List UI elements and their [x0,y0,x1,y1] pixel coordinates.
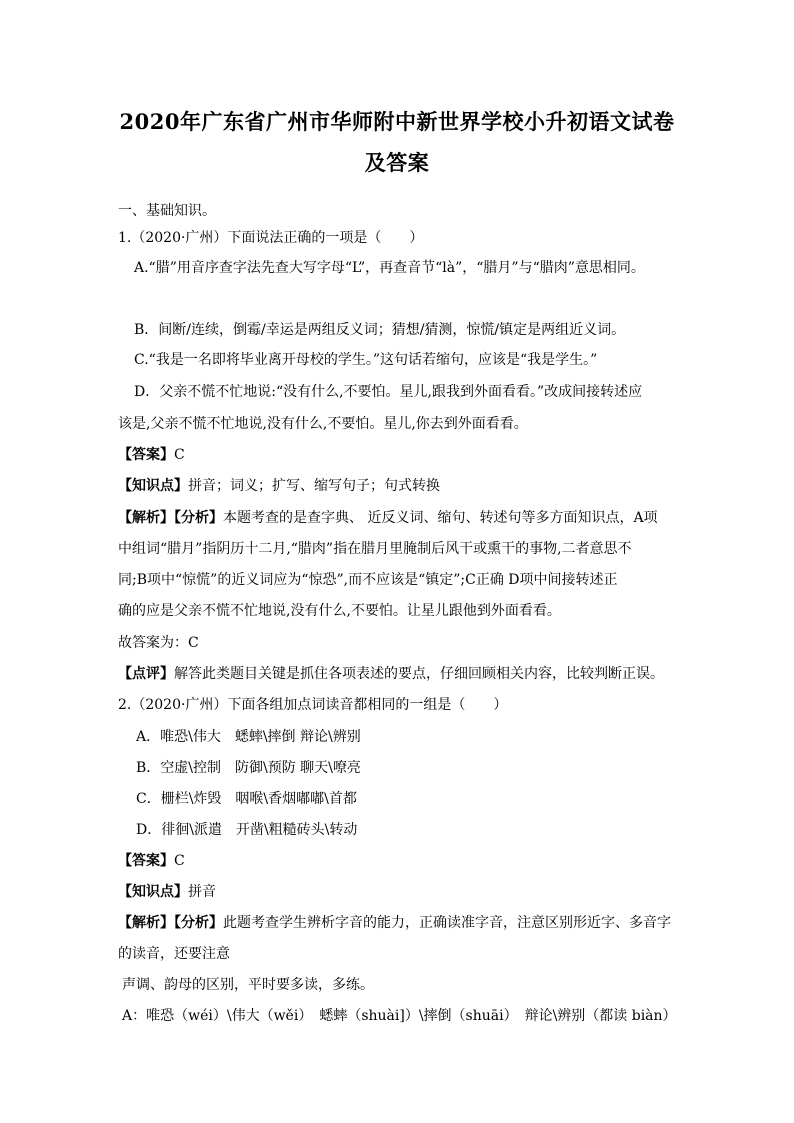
knowledge-point-label: 【知识点】 [118,478,188,494]
question-2-analysis-line-4: A：唯恐（wéi）\伟大（wěi） 蟋蟀（shuài]）\摔倒（shuāi） 辩论\辨别（都读 biàn） [122,1008,677,1024]
question-1-analysis-line-1 [118,508,688,528]
analysis-text: 本题考查的是查字典、 近反义词、缩句、转述句等多方面知识点，A项 [223,510,658,526]
answer-value: C [174,853,185,869]
question-1-option-c: C.“我是一名即将毕业离开母校的学生。”这句话若缩句，应该是“我是学生。” [134,352,598,368]
question-1-knowledge-points [118,476,688,496]
knowledge-point-value: 拼音；词义；扩写、缩写句子；句式转换 [188,478,440,494]
question-1-option-d-line-2: 该是,父亲不慌不忙地说,没有什么,不要怕。星儿,你去到外面看看。 [118,416,528,432]
question-1-conclusion: 故答案为：C [118,635,199,651]
document-title-line-1: 2020年广东省广州市华师附中新世界学校小升初语文试卷 [119,109,675,134]
question-1-answer [118,445,688,465]
answer-label: 【答案】 [118,447,174,463]
section-heading: 一、基础知识。 [118,203,216,219]
question-2-analysis-line-3: 声调、韵母的区别，平时要多读，多练。 [122,977,374,993]
question-2-answer [118,851,688,871]
analysis-text: 此题考查学生辨析字音的能力，正确读准字音，注意区别形近字、多音字 [223,915,671,931]
question-2-option-a: A．唯恐\伟大 蟋蟀\摔倒 辩论\辨别 [136,729,361,745]
question-2-option-c: C．栅栏\炸毁 咽喉\香烟嘟嘟\首都 [136,791,357,807]
answer-label: 【答案】 [118,853,174,869]
question-1-option-d-line-1: D．父亲不慌不忙地说:“没有什么,不要怕。星儿,跟我到外面看看。”改成间接转述应 [134,384,643,400]
answer-value: C [174,447,185,463]
comment-label: 【点评】 [118,666,174,682]
analysis-label: 【解析】【分析】 [118,510,223,526]
question-1-stem: 1.（2020·广州）下面说法正确的一项是（ ） [118,230,424,246]
question-2-stem: 2.（2020·广州）下面各组加点词读音都相同的一组是（ ） [118,697,508,713]
knowledge-point-label: 【知识点】 [118,884,188,900]
question-2-option-b: B．空虚\控制 防御\预防 聊天\嘹亮 [136,760,361,776]
comment-text: 解答此类题目关键是抓住各项表述的要点，仔细回顾相关内容，比较判断正误。 [174,666,664,682]
question-2-analysis-line-2: 的读音，还要注意 [118,946,230,962]
question-2-option-d: D．徘徊\派遣 开凿\粗糙砖头\转动 [136,822,358,838]
question-1-option-b: B．间断/连续，倒霉/幸运是两组反义词；猜想/猜测，惊慌/镇定是两组近义词。 [134,322,626,338]
question-2-analysis-line-1 [118,913,688,933]
analysis-label: 【解析】【分析】 [118,915,223,931]
question-1-analysis-line-2: 中组词“腊月”指阴历十二月,“腊肉”指在腊月里腌制后风干或熏干的事物,二者意思不 [118,541,632,557]
knowledge-point-value: 拼音 [188,884,216,900]
question-1-analysis-line-3: 同;B项中“惊慌”的近义词应为“惊恐”,而不应该是“镇定”;C正确 D项中间接转述正 [118,572,618,588]
question-2-knowledge-points [118,882,688,902]
question-1-option-a: A.“腊”用音序查字法先查大写字母“L”，再查音节“là”，“腊月”与“腊肉”意思相同。 [134,260,645,276]
question-1-comment [118,664,688,684]
document-title-line-2: 及答案 [364,150,430,175]
question-1-analysis-line-4: 确的应是父亲不慌不忙地说,没有什么,不要怕。让星儿跟他到外面看看。 [118,603,561,619]
